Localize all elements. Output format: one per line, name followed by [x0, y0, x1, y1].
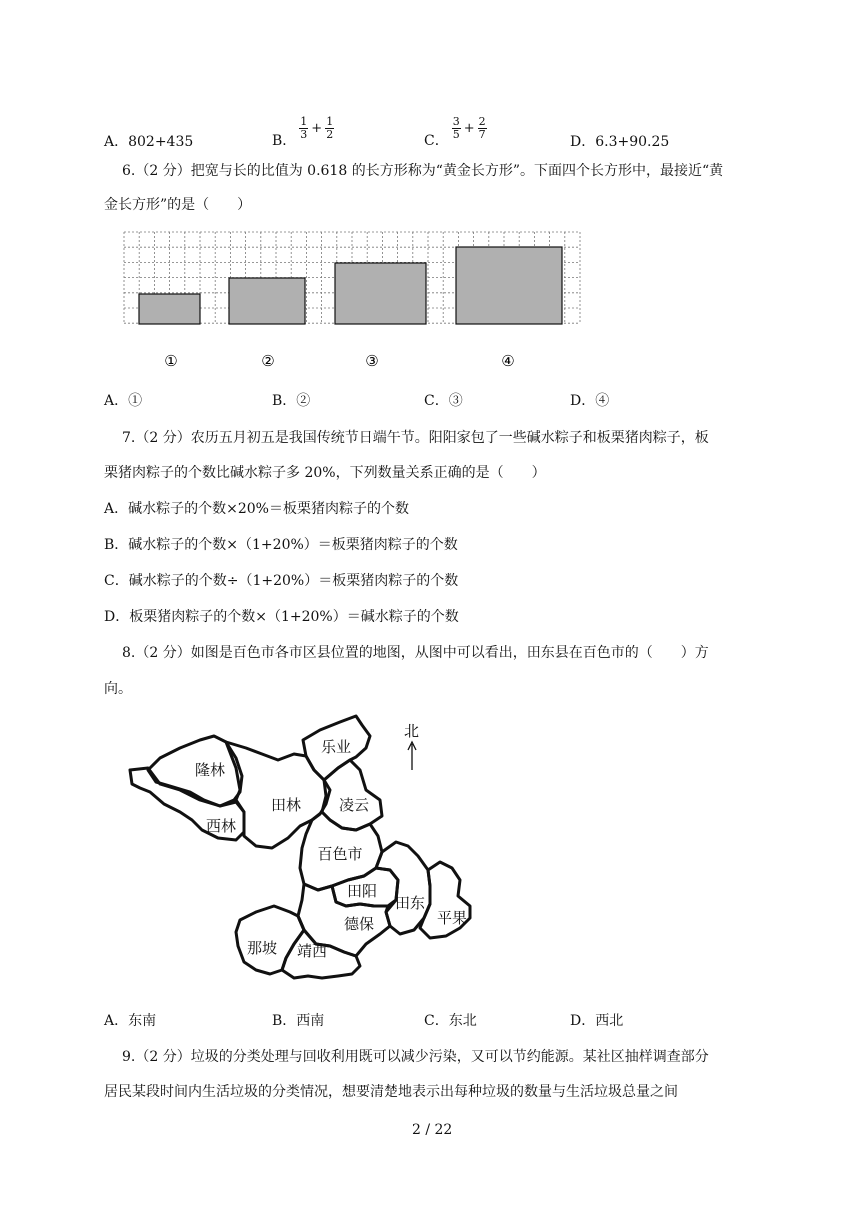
numerator: 1: [300, 114, 308, 128]
denominator: 5: [452, 127, 460, 141]
numerator: 2: [478, 114, 486, 128]
denominator: 7: [478, 127, 486, 141]
label-jingxi: 靖西: [296, 942, 328, 960]
q8-option-b: B．西南: [272, 1013, 325, 1029]
question-8-line-1: 8.（2 分）如图是百色市各市区县位置的地图，从图中可以看出，田东县在百色市的（ ）方: [122, 645, 709, 661]
question-7-line-2: 栗猪肉粽子的个数比碱水粽子多 20%，下列数量关系正确的是（ ）: [104, 465, 546, 481]
q6-option-c: C．③: [424, 393, 463, 409]
q6-option-a: A．①: [104, 393, 143, 409]
numerator: 1: [326, 114, 334, 128]
plus-sign: +: [463, 120, 475, 136]
label-tianyang: 田阳: [346, 882, 378, 900]
label-longlin: 隆林: [194, 761, 226, 779]
question-9-line-1: 9.（2 分）垃圾的分类处理与回收利用既可以减少污染，又可以节约能源。某社区抽样调查部分: [122, 1049, 709, 1065]
option-b-prefix: B．: [272, 133, 297, 149]
q8-option-a: A．东南: [104, 1013, 157, 1029]
label-tianlin: 田林: [270, 796, 302, 814]
q7-option-a: A．碱水粽子的个数×20%＝板栗猪肉粽子的个数: [104, 501, 409, 517]
numerator: 3: [452, 114, 460, 128]
label-lingyun: 凌云: [338, 796, 370, 814]
label-leye: 乐业: [320, 738, 352, 756]
denominator: 2: [326, 127, 334, 141]
label-xilin: 西林: [205, 817, 237, 835]
label-debao: 德保: [343, 915, 375, 933]
label-napo: 那坡: [246, 939, 278, 957]
q8-option-c: C．东北: [424, 1013, 477, 1029]
q7-option-c: C．碱水粽子的个数÷（1+20%）＝板栗猪肉粽子的个数: [104, 573, 459, 589]
question-6-line-1: 6.（2 分）把宽与长的比值为 0.618 的长方形称为“黄金长方形”。下面四个长方形中，最接近“黄: [122, 163, 724, 179]
question-8-line-2: 向。: [104, 681, 132, 697]
rectangle-3-label: ③: [365, 352, 379, 370]
plus-sign: +: [311, 120, 323, 136]
north-label: 北: [404, 722, 420, 740]
page-number: 2 / 22: [412, 1122, 453, 1138]
question-7-line-1: 7.（2 分）农历五月初五是我国传统节日端午节。阳阳家包了一些碱水粽子和板栗猪肉粽子，板: [122, 430, 709, 446]
q7-option-d: D．板栗猪肉粽子的个数×（1+20%）＝碱水粽子的个数: [104, 609, 459, 625]
option-c-prefix: C．: [424, 133, 449, 149]
q8-option-d: D．西北: [570, 1013, 624, 1029]
rectangle-4-label: ④: [501, 352, 515, 370]
q6-option-d: D．④: [570, 393, 610, 409]
label-baise: 百色市: [317, 845, 363, 863]
denominator: 3: [300, 127, 308, 141]
label-tiandong: 田东: [394, 894, 426, 912]
option-a: A．802+435: [104, 134, 194, 150]
rectangle-1-label: ①: [164, 352, 178, 370]
question-6-line-2: 金长方形”的是（ ）: [104, 197, 252, 213]
q6-option-b: B．②: [272, 393, 311, 409]
q7-option-b: B．碱水粽子的个数×（1+20%）＝板栗猪肉粽子的个数: [104, 537, 458, 553]
question-9-line-2: 居民某段时间内生活垃圾的分类情况，想要清楚地表示出每种垃圾的数量与生活垃圾总量之间: [104, 1084, 678, 1100]
rectangle-2-label: ②: [261, 352, 275, 370]
label-pingguo: 平果: [436, 909, 468, 927]
region-tianlin: [226, 742, 330, 848]
option-d: D．6.3+90.25: [570, 134, 670, 150]
